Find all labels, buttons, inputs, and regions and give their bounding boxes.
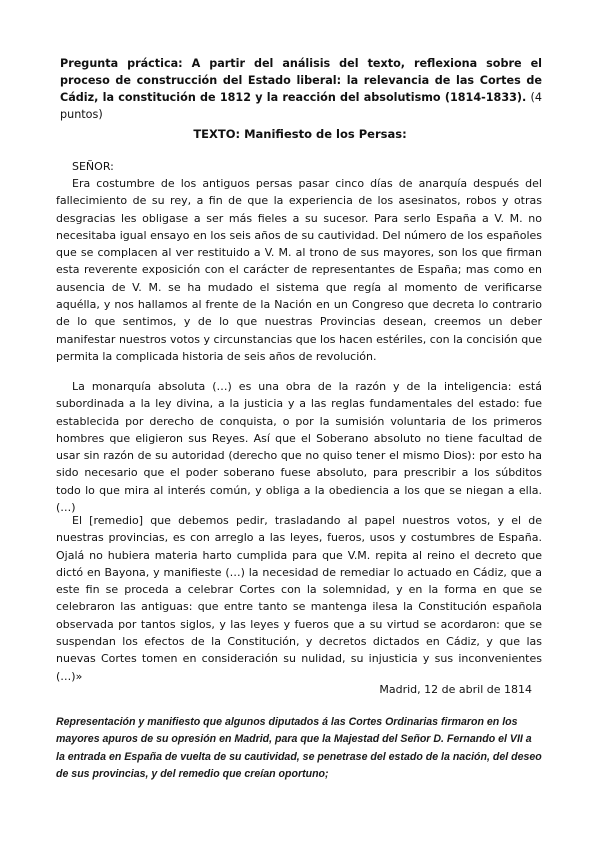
text-title: TEXTO: Manifiesto de los Persas: bbox=[193, 127, 407, 141]
paragraph-2-text: La monarquía absoluta (…) es una obra de la razón y de la inteligencia: está subordinada a la ley divina, a la justicia y a las reglas fundamentales del estado: fue establecida por derecho de conquista, o por la sumisión voluntaria de los primeros hombres que eligieron sus Reyes. Así que el Soberano absoluto no tiene facultad de usar sin razón de su autoridad (derecho que no quiso tener el mismo Dios): por esto ha sido necesario que el poder soberano fuese absoluto, para prescribir a los súbditos todo lo que mira al interés común, y obliga a la obediencia a los que se niegan a ella. (…) bbox=[56, 380, 542, 515]
paragraph-3 bbox=[56, 512, 542, 685]
paragraph-3-text: El [remedio] que debemos pedir, trasladando al papel nuestros votos, y el de nuestras provincias, es con arreglo a las leyes, fueros, usos y costumbres de España. Ojalá no hubiera materia harto cumplida para que V.M. repita al reino el decreto que dictó en Bayona, y manifieste (…) la necesidad de remediar lo actuado en Cádiz, que a este fin se proceda a celebrar Cortes con la solemnidad, y en la forma en que se celebraron las antiguas: que entre tanto se mantenga ilesa la Constitución española observada por tantos siglos, y las leyes y fueros que a su virtud se acordaron: que se suspendan los efectos de la Constitución, y decretos dictados en Cádiz, y que las nuevas Cortes tomen en consideración su nulidad, su injusticia y sus inconvenientes (…)» bbox=[56, 514, 542, 683]
paragraph-2 bbox=[56, 378, 542, 516]
paragraph-1-text: Era costumbre de los antiguos persas pasar cinco días de anarquía después del fallecimiento de su rey, a fin de que la experiencia de los asesinatos, robos y otras desgracias les obligase a ser más fieles a su sucesor. Para serlo España a V. M. no necesitaba igual ensayo en los seis años de su cautividad. Del número de los españoles que se complacen al ver restituido a V. M. al trono de sus mayores, son los que firman esta reverente exposición con el carácter de representantes de España; mas como en ausencia de V. M. se ha mudado el sistema que regía al momento de verificarse aquélla, y nos hallamos al frente de la Nación en un Congreso que decreta lo contrario de lo que sentimos, y de lo que nuestras Provincias desean, creemos un deber manifestar nuestros votos y circunstancias que los hacen estériles, con la concisión que permita la complicada historia de seis años de revolución. bbox=[56, 177, 542, 363]
salutation bbox=[56, 158, 542, 175]
paragraph-1 bbox=[56, 175, 542, 365]
question-prompt: Pregunta práctica: A partir del análisis del texto, reflexiona sobre el proceso de construcción del Estado liberal: la relevancia de las Cortes de Cádiz, la constitución de 1812 y la reacción del absolutismo (1814-1833). bbox=[60, 57, 542, 104]
manifesto-date: Madrid, 12 de abril de 1814 bbox=[379, 683, 532, 696]
exercise-question bbox=[60, 55, 542, 123]
question-points: (4 puntos) bbox=[60, 91, 542, 121]
salutation-text: SEÑOR: bbox=[72, 160, 114, 173]
source-citation: Representación y manifiesto que algunos diputados á las Cortes Ordinarias firmaron en los mayores apuros de su opresión en Madrid, para que la Majestad del Señor D. Fernando el VII a la entrada en España de vuelta de su cautividad, se penetrase del estado de la nación, del deseo de sus provincias, y del remedio que creían oportuno; bbox=[56, 716, 542, 780]
